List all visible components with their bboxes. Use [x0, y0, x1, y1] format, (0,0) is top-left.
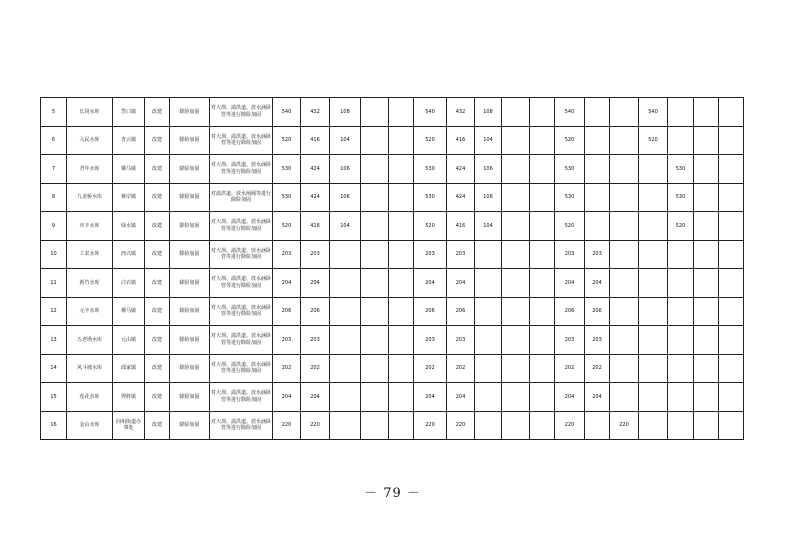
table-cell — [530, 383, 555, 412]
table-cell: 203 — [447, 240, 475, 269]
table-cell: 对大坝、溢洪道、放水涵卧管等进行除险加固 — [210, 411, 273, 440]
table-cell — [694, 354, 719, 383]
table-cell — [502, 98, 530, 127]
table-cell — [639, 326, 668, 355]
table-cell — [719, 240, 744, 269]
table-cell: 104 — [475, 212, 502, 241]
table-cell: 改建 — [145, 269, 170, 298]
table-cell: 改建 — [145, 326, 170, 355]
table-cell — [694, 269, 719, 298]
table-cell — [610, 354, 639, 383]
table-cell: 对大坝、溢洪道、放水涵卧管等进行除险加固 — [210, 326, 273, 355]
table-cell: 除险加固 — [170, 240, 210, 269]
table-cell: 邱家镇 — [113, 354, 145, 383]
table-cell: 220 — [414, 411, 447, 440]
table-cell — [330, 326, 361, 355]
table-row — [41, 183, 744, 212]
table-cell — [585, 98, 610, 127]
table-cell: 13 — [41, 326, 67, 355]
table-row — [41, 212, 744, 241]
table-row — [41, 155, 744, 184]
table-cell: 除险加固 — [170, 155, 210, 184]
table-cell: 改建 — [145, 411, 170, 440]
table-cell — [530, 240, 555, 269]
table-cell: 203 — [301, 240, 330, 269]
table-cell: 204 — [414, 269, 447, 298]
table-cell: 203 — [414, 326, 447, 355]
table-cell — [639, 383, 668, 412]
table-cell: 416 — [447, 126, 475, 155]
table-cell: 骥马镇 — [113, 155, 145, 184]
table-cell: 6 — [41, 126, 67, 155]
table-cell — [502, 155, 530, 184]
table-cell — [502, 212, 530, 241]
table-cell: 106 — [330, 155, 361, 184]
table-cell — [530, 212, 555, 241]
table-cell: 220 — [610, 411, 639, 440]
table-cell: 西兴镇 — [113, 240, 145, 269]
table-cell: 203 — [585, 240, 610, 269]
table-cell: 206 — [273, 297, 301, 326]
table-cell: 金山水库 — [67, 411, 113, 440]
table-cell — [639, 155, 668, 184]
table-cell: 对大坝、溢洪道、放水涵卧管等进行除险加固 — [210, 297, 273, 326]
table-cell — [502, 240, 530, 269]
table-cell — [389, 269, 414, 298]
table-cell — [610, 98, 639, 127]
table-cell — [361, 98, 389, 127]
table-cell: 除险加固 — [170, 411, 210, 440]
table-cell — [502, 269, 530, 298]
table-cell — [389, 326, 414, 355]
table-cell — [361, 126, 389, 155]
table-cell: 540 — [639, 98, 668, 127]
table-cell: 530 — [273, 183, 301, 212]
table-cell: 530 — [273, 155, 301, 184]
table-cell: 520 — [414, 126, 447, 155]
table-cell: 除险加固 — [170, 354, 210, 383]
table-cell — [639, 212, 668, 241]
table-cell: 7 — [41, 155, 67, 184]
table-cell — [585, 183, 610, 212]
table-cell: 520 — [555, 126, 585, 155]
table-cell — [502, 183, 530, 212]
table-cell: 520 — [414, 212, 447, 241]
table-cell: 520 — [668, 212, 694, 241]
table-cell — [585, 411, 610, 440]
table-cell: 206 — [585, 297, 610, 326]
table-cell: 庆丰水库 — [67, 212, 113, 241]
table-cell — [530, 297, 555, 326]
table-cell — [694, 326, 719, 355]
table-cell: 对大坝、溢洪道、放水涵卧管等进行除险加固 — [210, 383, 273, 412]
table-cell — [668, 411, 694, 440]
table-cell: 202 — [414, 354, 447, 383]
table-cell: 204 — [447, 269, 475, 298]
table-cell — [475, 297, 502, 326]
table-cell — [585, 212, 610, 241]
table-cell — [610, 126, 639, 155]
table-cell: 203 — [555, 326, 585, 355]
table-cell: 204 — [273, 269, 301, 298]
table-cell — [502, 354, 530, 383]
table-row — [41, 326, 744, 355]
table-cell — [502, 383, 530, 412]
table-cell: 对大坝、溢洪道、放水涵卧管等进行除险加固 — [210, 269, 273, 298]
table-cell: 106 — [475, 183, 502, 212]
table-cell — [530, 326, 555, 355]
table-cell: 九龙桥水库 — [67, 183, 113, 212]
table-cell — [719, 354, 744, 383]
table-cell: 新竹水库 — [67, 269, 113, 298]
table-cell — [668, 240, 694, 269]
table-cell — [585, 126, 610, 155]
table-cell: 绿水镇 — [113, 212, 145, 241]
table-cell: 530 — [555, 155, 585, 184]
table-cell — [361, 269, 389, 298]
table-cell — [530, 155, 555, 184]
table-cell: 204 — [301, 383, 330, 412]
table-cell — [639, 297, 668, 326]
table-cell: 8 — [41, 183, 67, 212]
table-cell: 206 — [447, 297, 475, 326]
table-cell — [330, 297, 361, 326]
table-cell — [361, 240, 389, 269]
table-cell — [475, 326, 502, 355]
table-cell — [330, 411, 361, 440]
table-cell: 540 — [273, 98, 301, 127]
table-row — [41, 240, 744, 269]
table-cell: 改建 — [145, 354, 170, 383]
table-cell — [639, 411, 668, 440]
table-cell: 蒋岸镇 — [113, 183, 145, 212]
table-cell: 12 — [41, 297, 67, 326]
table-cell — [502, 126, 530, 155]
table-cell — [389, 240, 414, 269]
table-cell: 432 — [301, 98, 330, 127]
table-cell: 432 — [447, 98, 475, 127]
table-cell — [389, 126, 414, 155]
table-cell: 203 — [273, 326, 301, 355]
table-cell: 203 — [555, 240, 585, 269]
table-cell: 除险加固 — [170, 326, 210, 355]
table-cell: 530 — [668, 155, 694, 184]
table-cell — [719, 326, 744, 355]
table-cell — [530, 354, 555, 383]
table-cell: 520 — [273, 126, 301, 155]
table-cell — [330, 269, 361, 298]
table-cell — [668, 354, 694, 383]
table-cell: 风斗坡水库 — [67, 354, 113, 383]
table-cell — [502, 326, 530, 355]
table-cell — [668, 383, 694, 412]
table-cell: 莲花水库 — [67, 383, 113, 412]
table-cell: 对大坝、溢洪道、放水涵卧管等进行除险加固 — [210, 240, 273, 269]
table-cell — [610, 240, 639, 269]
table-cell — [610, 297, 639, 326]
table-cell — [694, 126, 719, 155]
table-cell — [694, 240, 719, 269]
table-cell: 骥马镇 — [113, 297, 145, 326]
table-cell — [530, 269, 555, 298]
table-cell: 改建 — [145, 297, 170, 326]
table-cell: 520 — [555, 212, 585, 241]
table-cell — [530, 411, 555, 440]
table-cell: 203 — [585, 326, 610, 355]
table-cell — [639, 354, 668, 383]
table-cell: 530 — [555, 183, 585, 212]
table-cell — [330, 383, 361, 412]
table-cell: 204 — [585, 269, 610, 298]
table-cell — [639, 269, 668, 298]
table-cell: 104 — [330, 126, 361, 155]
table-cell: 元山镇 — [113, 326, 145, 355]
table-cell — [668, 98, 694, 127]
table-cell — [389, 411, 414, 440]
table-cell: 202 — [273, 354, 301, 383]
table-cell: 220 — [447, 411, 475, 440]
table-cell: 改建 — [145, 155, 170, 184]
table-cell: 改建 — [145, 183, 170, 212]
table-cell — [389, 297, 414, 326]
table-cell: 15 — [41, 383, 67, 412]
table-cell — [475, 240, 502, 269]
table-cell: 16 — [41, 411, 67, 440]
table-cell — [361, 326, 389, 355]
table-cell: 工农水库 — [67, 240, 113, 269]
table-cell — [719, 126, 744, 155]
table-cell: 对溢洪道、放水闸阀等进行除险加固 — [210, 183, 273, 212]
table-cell: 424 — [301, 155, 330, 184]
table-cell: 白衣镇 — [113, 269, 145, 298]
table-cell: 206 — [414, 297, 447, 326]
table-cell: 424 — [447, 183, 475, 212]
table-cell — [668, 126, 694, 155]
table-cell: 203 — [447, 326, 475, 355]
table-cell: 220 — [555, 411, 585, 440]
table-cell: 206 — [301, 297, 330, 326]
table-cell — [530, 126, 555, 155]
table-cell: 530 — [414, 155, 447, 184]
table-cell — [585, 155, 610, 184]
table-cell: 108 — [475, 98, 502, 127]
table-cell — [719, 411, 744, 440]
table-cell: 202 — [447, 354, 475, 383]
table-cell: 长岗水库 — [67, 98, 113, 127]
table-cell: 改建 — [145, 98, 170, 127]
table-cell: 除险加固 — [170, 212, 210, 241]
table-cell: 对大坝、溢洪道、放水涵卧管等进行除险加固 — [210, 126, 273, 155]
table-cell: 改建 — [145, 240, 170, 269]
table-row — [41, 354, 744, 383]
table-cell — [475, 383, 502, 412]
table-cell — [330, 240, 361, 269]
table-cell: 改建 — [145, 126, 170, 155]
table-cell — [610, 326, 639, 355]
table-cell: 203 — [414, 240, 447, 269]
table-cell — [389, 383, 414, 412]
table-cell: 104 — [330, 212, 361, 241]
table-body — [41, 98, 744, 440]
table-cell — [719, 98, 744, 127]
table-cell: 204 — [414, 383, 447, 412]
table-cell — [530, 98, 555, 127]
table-cell — [639, 183, 668, 212]
table-cell: 204 — [447, 383, 475, 412]
table-cell — [719, 383, 744, 412]
table-cell: 204 — [585, 383, 610, 412]
table-cell — [530, 183, 555, 212]
table-cell — [719, 297, 744, 326]
table-cell — [389, 98, 414, 127]
table-cell: 对大坝、溢洪道、放水涵卧管等进行除险加固 — [210, 354, 273, 383]
table-cell: 416 — [301, 126, 330, 155]
page-number: － 79 － — [364, 486, 421, 501]
table-cell — [361, 411, 389, 440]
table-row — [41, 269, 744, 298]
table-row — [41, 411, 744, 440]
table-cell: 540 — [414, 98, 447, 127]
table-cell: 除险加固 — [170, 383, 210, 412]
table-cell — [389, 212, 414, 241]
table-cell: 得胜镇 — [113, 383, 145, 412]
table-cell: 5 — [41, 98, 67, 127]
table-cell — [475, 411, 502, 440]
table-row — [41, 297, 744, 326]
table-cell — [389, 354, 414, 383]
table-cell: 除险加固 — [170, 183, 210, 212]
table-cell: 改建 — [145, 383, 170, 412]
table-cell: 203 — [273, 240, 301, 269]
table-cell: 10 — [41, 240, 67, 269]
table-cell: 520 — [639, 126, 668, 155]
table-cell — [330, 354, 361, 383]
table-cell: 岱口镇 — [113, 98, 145, 127]
table-cell: 204 — [273, 383, 301, 412]
table-cell: 108 — [330, 98, 361, 127]
table-cell — [694, 383, 719, 412]
table-cell: 220 — [301, 411, 330, 440]
table-cell: 青云镇 — [113, 126, 145, 155]
project-table — [40, 97, 744, 440]
table-cell — [610, 212, 639, 241]
table-cell: 520 — [273, 212, 301, 241]
table-cell — [475, 354, 502, 383]
table-cell — [610, 383, 639, 412]
table-cell — [361, 183, 389, 212]
table-cell — [639, 240, 668, 269]
table-cell: 除险加固 — [170, 297, 210, 326]
table-cell: 204 — [555, 383, 585, 412]
table-cell — [719, 269, 744, 298]
table-cell: 除险加固 — [170, 269, 210, 298]
table-cell: 五老坳水库 — [67, 326, 113, 355]
table-cell: 106 — [330, 183, 361, 212]
table-cell: 204 — [555, 269, 585, 298]
table-cell — [361, 383, 389, 412]
table-cell: 202 — [585, 354, 610, 383]
table-cell: 203 — [301, 326, 330, 355]
table-cell: 530 — [668, 183, 694, 212]
table-cell — [610, 183, 639, 212]
table-cell: 202 — [555, 354, 585, 383]
table-cell — [694, 212, 719, 241]
table-cell — [389, 183, 414, 212]
table-cell — [361, 354, 389, 383]
table-cell — [668, 297, 694, 326]
table-cell — [361, 212, 389, 241]
table-cell: 14 — [41, 354, 67, 383]
table-cell: 同州街道办事处 — [113, 411, 145, 440]
table-cell — [694, 98, 719, 127]
table-cell — [694, 411, 719, 440]
table-cell: 540 — [555, 98, 585, 127]
table-cell: 改建 — [145, 212, 170, 241]
table-cell: 11 — [41, 269, 67, 298]
table-cell — [389, 155, 414, 184]
table-cell: 对大坝、溢洪道、放水涵卧管等进行除险加固 — [210, 212, 273, 241]
table-cell — [694, 297, 719, 326]
table-cell — [694, 155, 719, 184]
table-cell — [694, 183, 719, 212]
table-cell: 除险加固 — [170, 126, 210, 155]
table-cell — [502, 411, 530, 440]
table-cell — [610, 155, 639, 184]
table-cell: 204 — [301, 269, 330, 298]
table-cell: 106 — [475, 155, 502, 184]
table-cell — [475, 269, 502, 298]
table-cell: 入民水库 — [67, 126, 113, 155]
table-row — [41, 98, 744, 127]
table-cell: 对大坝、溢洪道、放水涵卧管等进行除险加固 — [210, 98, 273, 127]
table-cell: 530 — [414, 183, 447, 212]
table-cell — [361, 297, 389, 326]
table-cell — [502, 297, 530, 326]
table-cell: 424 — [301, 183, 330, 212]
table-cell — [610, 269, 639, 298]
table-cell — [719, 155, 744, 184]
table-cell: 206 — [555, 297, 585, 326]
table-cell — [361, 155, 389, 184]
table-cell: 除险加固 — [170, 98, 210, 127]
table-cell — [719, 212, 744, 241]
table-cell: 对大坝、溢洪道、放水涵卧管等进行除险加固 — [210, 155, 273, 184]
table-cell: 202 — [301, 354, 330, 383]
table-cell: 9 — [41, 212, 67, 241]
table-cell — [719, 183, 744, 212]
table-cell: 104 — [475, 126, 502, 155]
table-cell: 220 — [273, 411, 301, 440]
table-cell: 元丰水库 — [67, 297, 113, 326]
table-cell: 416 — [447, 212, 475, 241]
table-cell: 青年水库 — [67, 155, 113, 184]
table-cell: 424 — [447, 155, 475, 184]
table-cell — [668, 326, 694, 355]
table-row — [41, 383, 744, 412]
table-row — [41, 126, 744, 155]
table-cell: 416 — [301, 212, 330, 241]
table-cell — [668, 269, 694, 298]
